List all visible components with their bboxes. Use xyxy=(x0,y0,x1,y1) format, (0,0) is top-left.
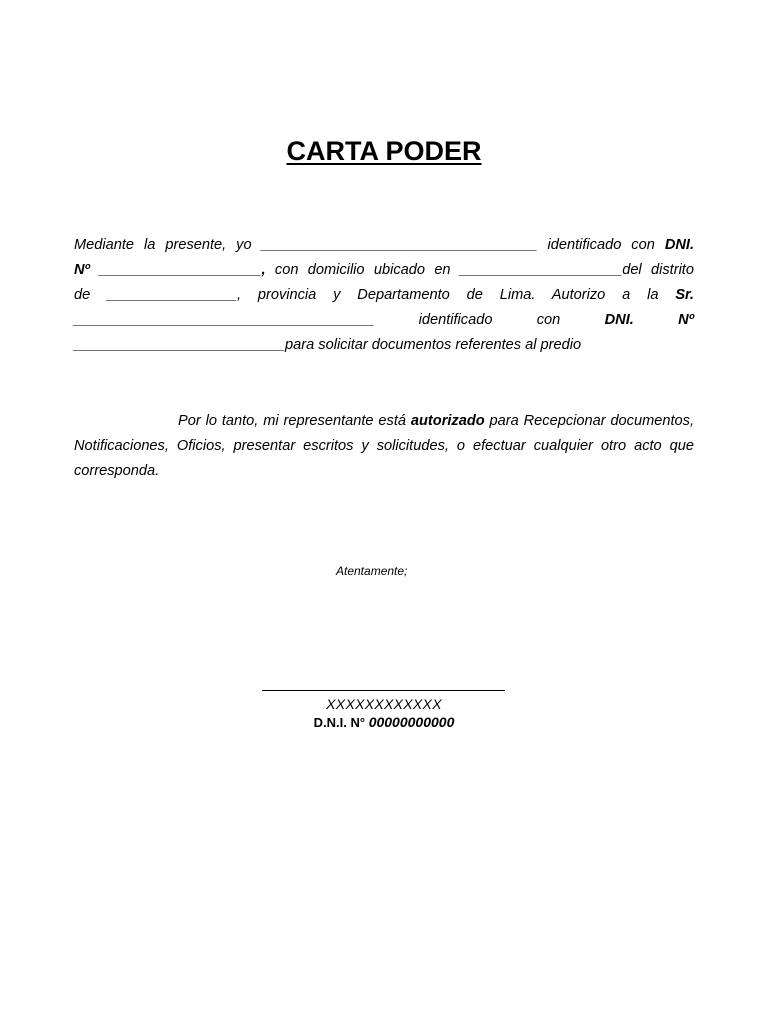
signer-dni xyxy=(0,714,768,730)
text-segment: para Recepcionar documentos, Notificaciones, Oficios, presentar escritos y solicitudes, o efectuar cualquier otro acto que corresponda. xyxy=(74,413,694,479)
number-label: Nº xyxy=(678,312,694,328)
paragraph-1-line-4 xyxy=(74,308,694,333)
dni-label: DNI. xyxy=(604,312,634,328)
dni-caption: D.N.I. N° xyxy=(313,715,366,730)
dni-label: DNI. xyxy=(664,237,694,253)
body-paragraph-2 xyxy=(74,409,694,484)
text-segment: Mediante la presente, yo __________________________________ identificado con xyxy=(74,237,665,253)
paragraph-1-line-5: __________________________para solicitar documentos referentes al predio xyxy=(74,337,582,353)
text-segment: con domicilio ubicado en ____________________del distrito xyxy=(265,262,694,278)
document-title: CARTA PODER xyxy=(286,136,482,166)
text-segment: de ________________, provincia y Departamento de Lima. Autorizo a la xyxy=(74,287,676,303)
text-segment: Por lo tanto, mi representante está xyxy=(178,413,411,429)
authorized-emphasis: autorizado xyxy=(410,413,485,429)
closing-salutation: Atentamente; xyxy=(336,564,408,578)
signer-name: XXXXXXXXXXXX xyxy=(326,696,442,712)
number-label: Nº xyxy=(74,262,90,278)
spacer xyxy=(634,312,678,328)
paragraph-1-line-3 xyxy=(74,283,694,308)
paragraph-1-line-1 xyxy=(74,233,694,258)
sr-label: Sr. xyxy=(675,287,694,303)
paragraph-1-line-2 xyxy=(74,258,694,283)
text-segment: _____________________________________ identificado con xyxy=(74,312,605,328)
signature-line xyxy=(262,690,505,691)
dni-blank: ____________________ xyxy=(89,262,262,278)
dni-number: 00000000000 xyxy=(368,714,455,730)
body-paragraph-1 xyxy=(74,233,694,358)
comma: , xyxy=(261,262,266,278)
